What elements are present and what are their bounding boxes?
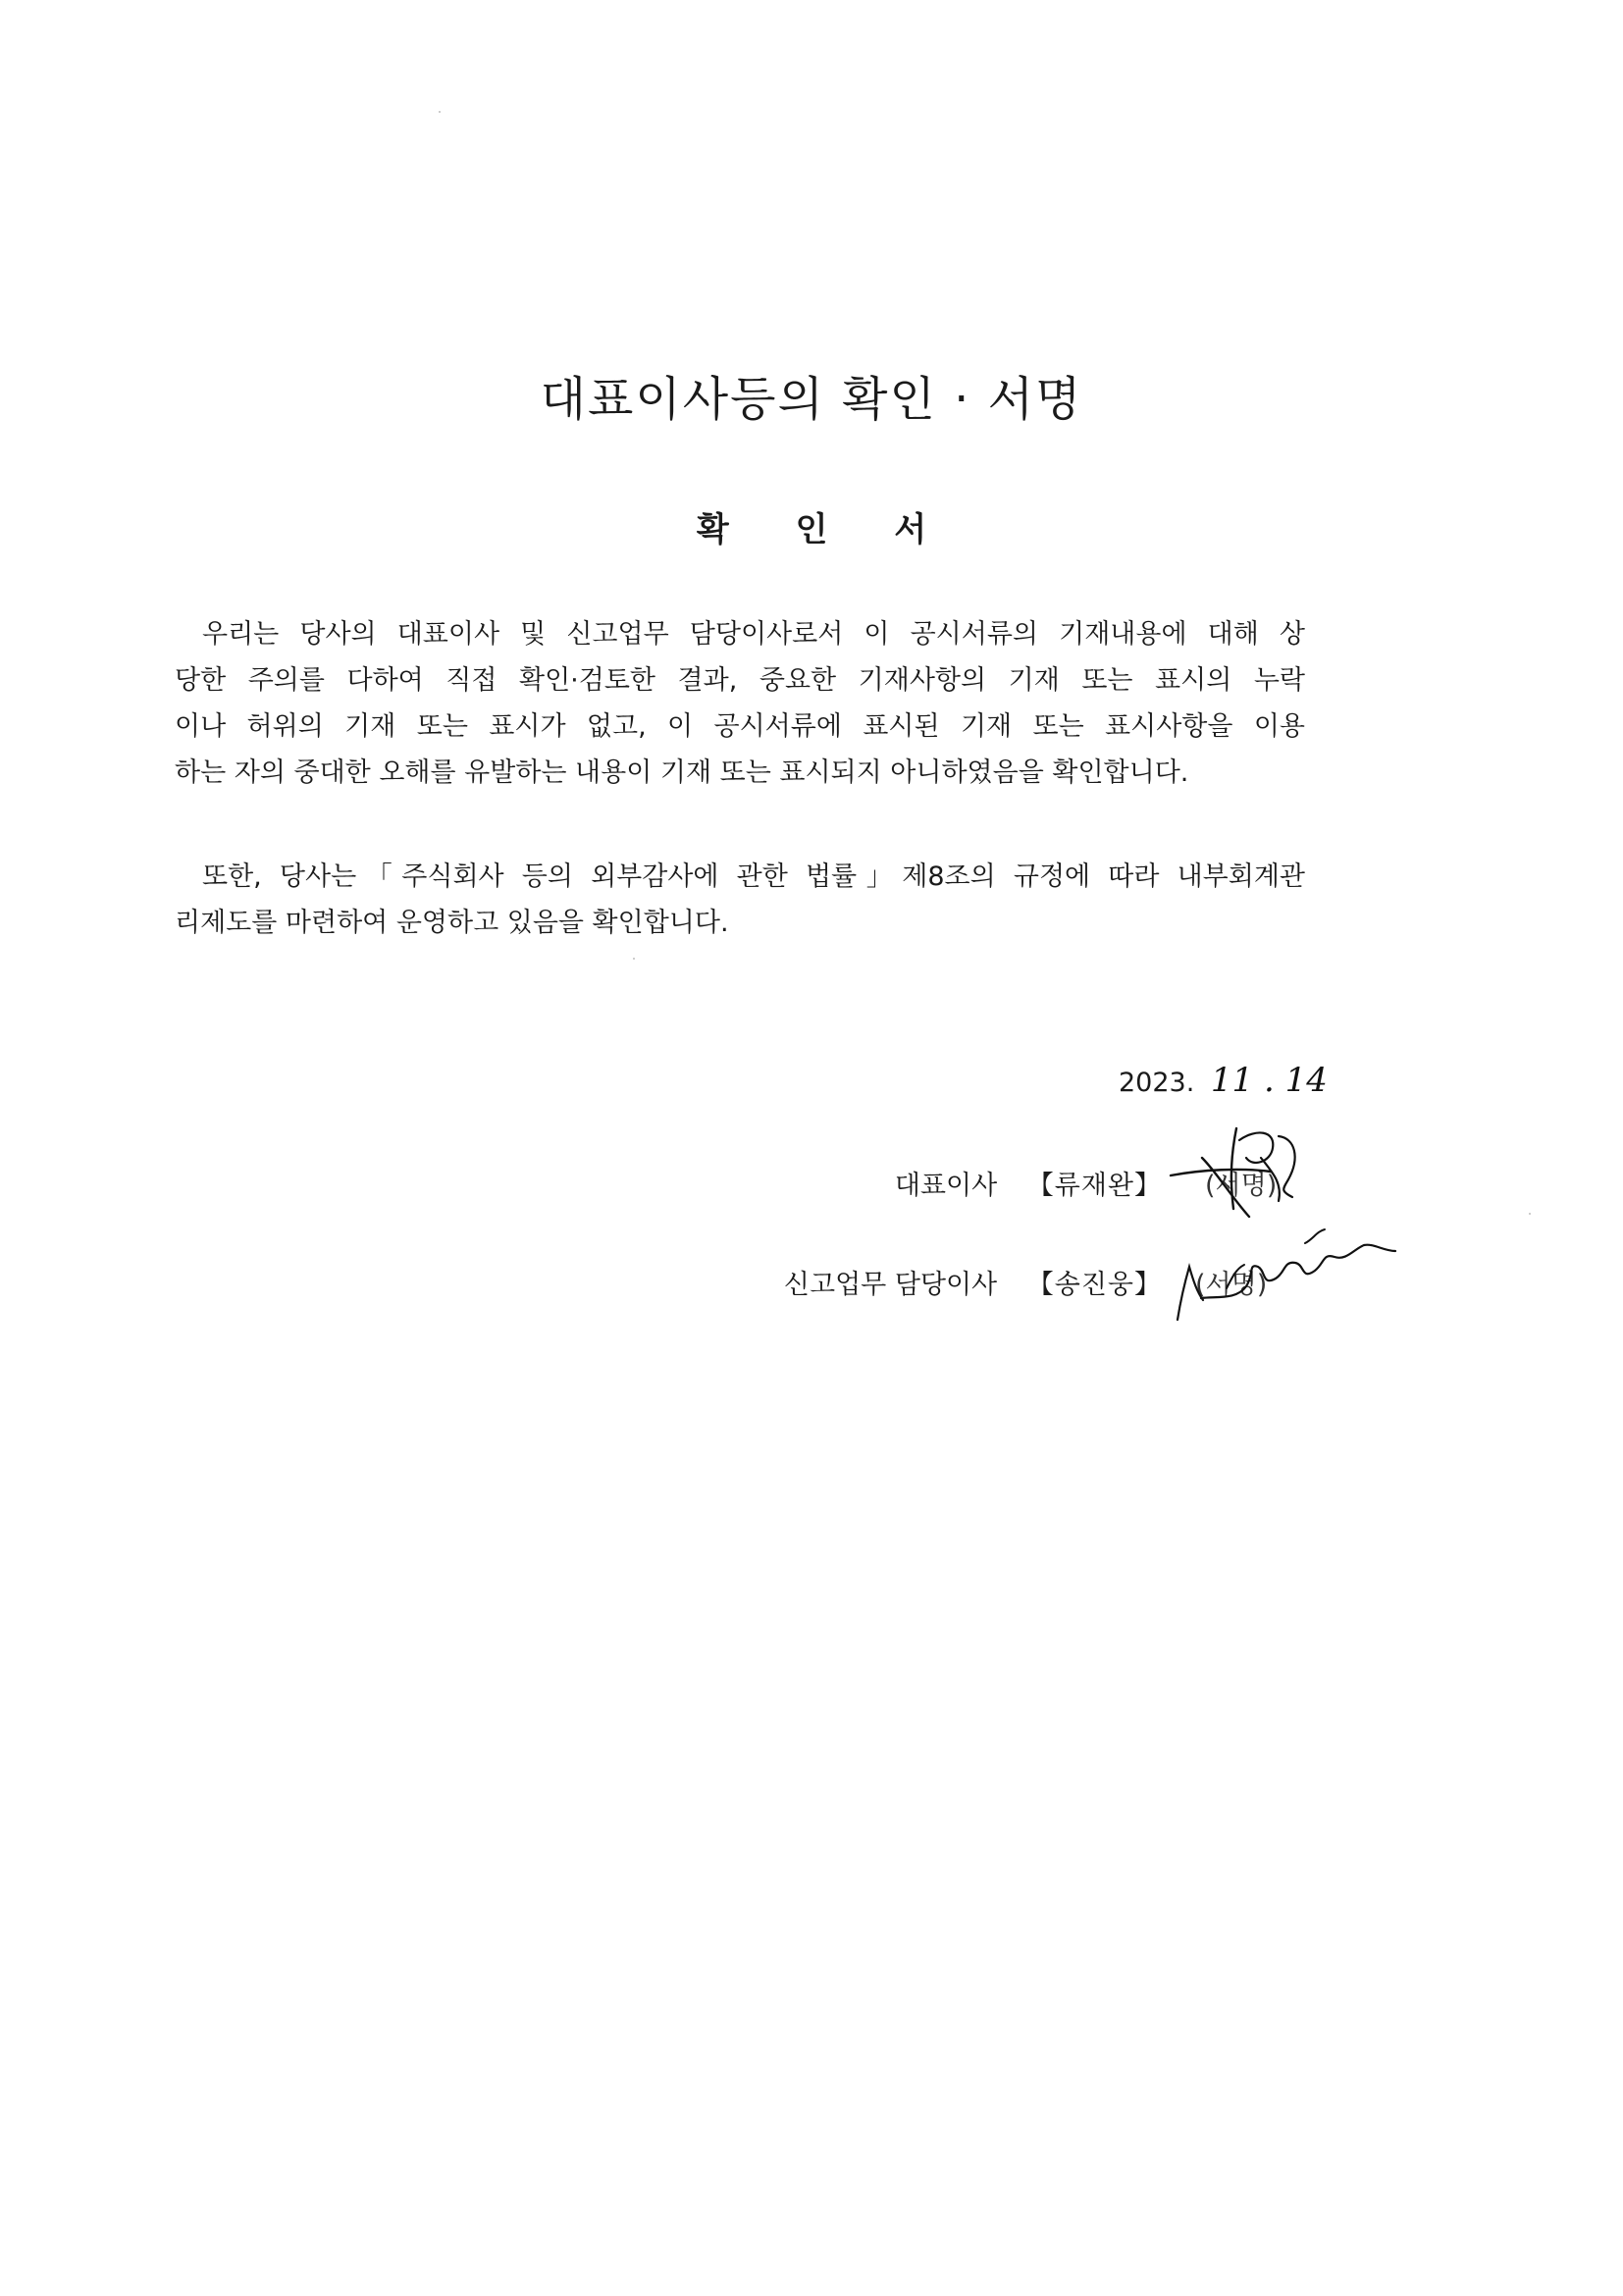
- scan-speck: [1529, 1213, 1531, 1215]
- scan-speck: [633, 958, 635, 960]
- paragraph-line: 또한, 당사는「주식회사 등의 외부감사에 관한 법률」제8조의 규정에 따라 내부회계관: [202, 861, 1305, 892]
- signatory-role: 신고업무 담당이사: [783, 1270, 998, 1300]
- signing-date: [1119, 1061, 1328, 1100]
- date-printed: 2023.: [1119, 1068, 1195, 1098]
- sign-placeholder: (서명): [1205, 1171, 1278, 1201]
- signatory-role: 대표이사: [894, 1171, 998, 1201]
- document-title: 대표이사등의 확인 · 서명: [540, 372, 1083, 427]
- document-subtitle: 확 인 서: [696, 510, 955, 549]
- date-handwritten: 11 . 14: [1210, 1061, 1328, 1100]
- confirmation-paragraph: [175, 611, 1305, 796]
- internal-control-paragraph: [175, 854, 1305, 946]
- sign-placeholder: (서명): [1195, 1270, 1268, 1300]
- signatory-name: 【류재완】: [1026, 1171, 1162, 1201]
- ceo-signature-row: [895, 1164, 1162, 1202]
- scan-speck: [439, 111, 441, 113]
- paragraph-line: 우리는 당사의 대표이사 및 신고업무 담당이사로서 이 공시서류의 기재내용에 대해 상: [202, 619, 1305, 650]
- paragraph-line: 리제도를 마련하여 운영하고 있음을 확인합니다.: [175, 908, 729, 938]
- paragraph-line: 당한 주의를 다하여 직접 확인·검토한 결과, 중요한 기재사항의 기재 또는 표시의 누락: [175, 665, 1305, 696]
- officer-signature-row: [784, 1263, 1162, 1301]
- paragraph-line: 하는 자의 중대한 오해를 유발하는 내용이 기재 또는 표시되지 아니하였음을 확인합니다.: [175, 757, 1189, 788]
- officer-handwritten-signature: [1168, 1202, 1403, 1330]
- paragraph-line: 이나 허위의 기재 또는 표시가 없고, 이 공시서류에 표시된 기재 또는 표시사항을 이용: [175, 711, 1305, 742]
- signatory-name: 【송진웅】: [1026, 1270, 1162, 1300]
